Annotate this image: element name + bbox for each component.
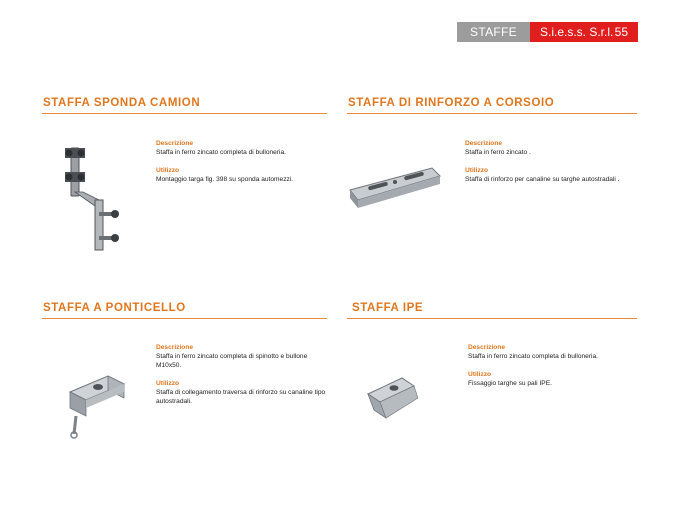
usage-label: Utilizzo [465,167,489,174]
product-image-ipe [362,368,422,428]
usage-text: Fissaggio targhe su pali IPE. [468,380,552,387]
description-text: Staffa in ferro zincato . [465,149,531,156]
usage-text: Montaggio targa fig. 398 su sponda automezzi. [156,176,294,183]
description-text: Staffa in ferro zincato completa di bulloneria. [156,149,286,156]
description-label: Descrizione [156,140,194,147]
description-text: Staffa in ferro zincato completa di bulloneria. [468,353,598,360]
product-details-sponda-camion [156,139,316,193]
section-divider [347,113,637,114]
description-label: Descrizione [468,344,506,351]
product-details-ponticello [156,343,332,415]
section-divider [42,113,327,114]
product-title-ponticello: STAFFA A PONTICELLO [43,302,186,314]
description-text: Staffa in ferro zincato completa di spinotto e bullone M10x50. [156,353,308,369]
section-tab [457,22,530,42]
description-label: Descrizione [465,140,503,147]
company-tab [530,22,638,42]
product-details-ipe [468,343,638,397]
usage-label: Utilizzo [156,380,180,387]
product-title-ipe: STAFFA IPE [352,302,424,314]
product-image-rinforzo-corsoio [344,160,444,220]
product-image-ponticello [58,362,138,442]
description-label: Descrizione [156,344,194,351]
usage-label: Utilizzo [468,371,492,378]
product-image-sponda-camion [55,140,135,255]
page-number: 55 [614,25,628,39]
product-title-rinforzo-corsoio: STAFFA DI RINFORZO A CORSOIO [348,97,555,109]
section-label: STAFFE [470,25,517,39]
product-title-sponda-camion: STAFFA SPONDA CAMION [43,97,201,109]
company-name: S.i.e.s.s. S.r.l. [540,25,614,39]
section-divider [347,318,637,319]
usage-label: Utilizzo [156,167,180,174]
usage-text: Staffa di collegamento traversa di rinforzo su canaline tipo autostradali. [156,389,326,405]
section-divider [42,318,327,319]
usage-text: Staffa di rinforzo per canaline su targhe autostradali . [465,176,620,183]
product-details-rinforzo-corsoio [465,139,635,193]
